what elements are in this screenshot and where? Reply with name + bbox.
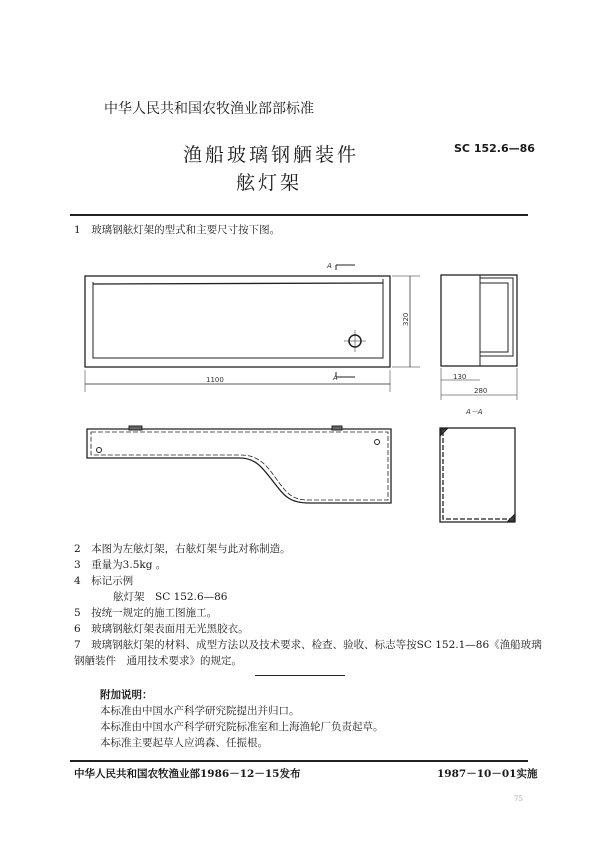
section-label-top: A－A bbox=[466, 408, 483, 416]
dim-height: 320 bbox=[402, 312, 410, 326]
document-subtitle: 舷灯架 bbox=[236, 172, 303, 194]
cut-mark-top: A bbox=[327, 262, 332, 270]
top-section-view bbox=[87, 426, 391, 503]
item-1: 1 玻璃钢舷灯架的型式和主要尺寸按下图。 bbox=[74, 224, 281, 236]
appendix-line: 本标准主要起草人应鸿森、任振根。 bbox=[100, 737, 268, 749]
page-number: 75 bbox=[514, 795, 523, 803]
a-a-section bbox=[440, 428, 515, 522]
section-divider bbox=[255, 675, 345, 676]
effective-date: 1987－10－01实施 bbox=[437, 768, 538, 780]
standard-code: SC 152.6—86 bbox=[454, 142, 535, 155]
item-3: 3 重量为3.5kg 。 bbox=[74, 559, 167, 571]
item-7-cont: 钢舾装件 通用技术要求》的规定。 bbox=[74, 655, 242, 667]
dim-280: 280 bbox=[474, 387, 488, 395]
appendix-line: 本标准由中国水产科学研究院提出并归口。 bbox=[100, 705, 300, 717]
footer-rule bbox=[70, 760, 528, 762]
appendix-line: 本标准由中国水产科学研究院标准室和上海渔轮厂负责起草。 bbox=[100, 721, 384, 733]
side-view bbox=[441, 275, 517, 400]
cut-mark-bottom: A bbox=[333, 374, 338, 382]
item-7: 7 玻璃钢舷灯架的材料、成型方法以及技术要求、检查、验收、标志等按SC 152.1—86《渔船玻璃 bbox=[74, 639, 542, 651]
front-view bbox=[85, 265, 420, 392]
issue-date: 中华人民共和国农牧渔业部1986－12－15发布 bbox=[74, 768, 301, 780]
appendix-heading: 附加说明： bbox=[100, 689, 153, 701]
dim-130: 130 bbox=[453, 373, 467, 381]
item-2: 2 本图为左舷灯架，右舷灯架与此对称制造。 bbox=[74, 543, 291, 555]
issuer: 中华人民共和国农牧渔业部部标准 bbox=[104, 101, 314, 117]
item-4: 4 标记示例 bbox=[74, 575, 134, 587]
item-6: 6 玻璃钢舷灯架表面用无光黑胶衣。 bbox=[74, 623, 249, 635]
dim-length: 1100 bbox=[206, 376, 224, 384]
item-5: 5 按统一规定的施工图施工。 bbox=[74, 607, 218, 619]
item-4-example: 舷灯架 SC 152.6—86 bbox=[113, 591, 228, 603]
document-title: 渔船玻璃钢舾装件 bbox=[183, 144, 360, 166]
